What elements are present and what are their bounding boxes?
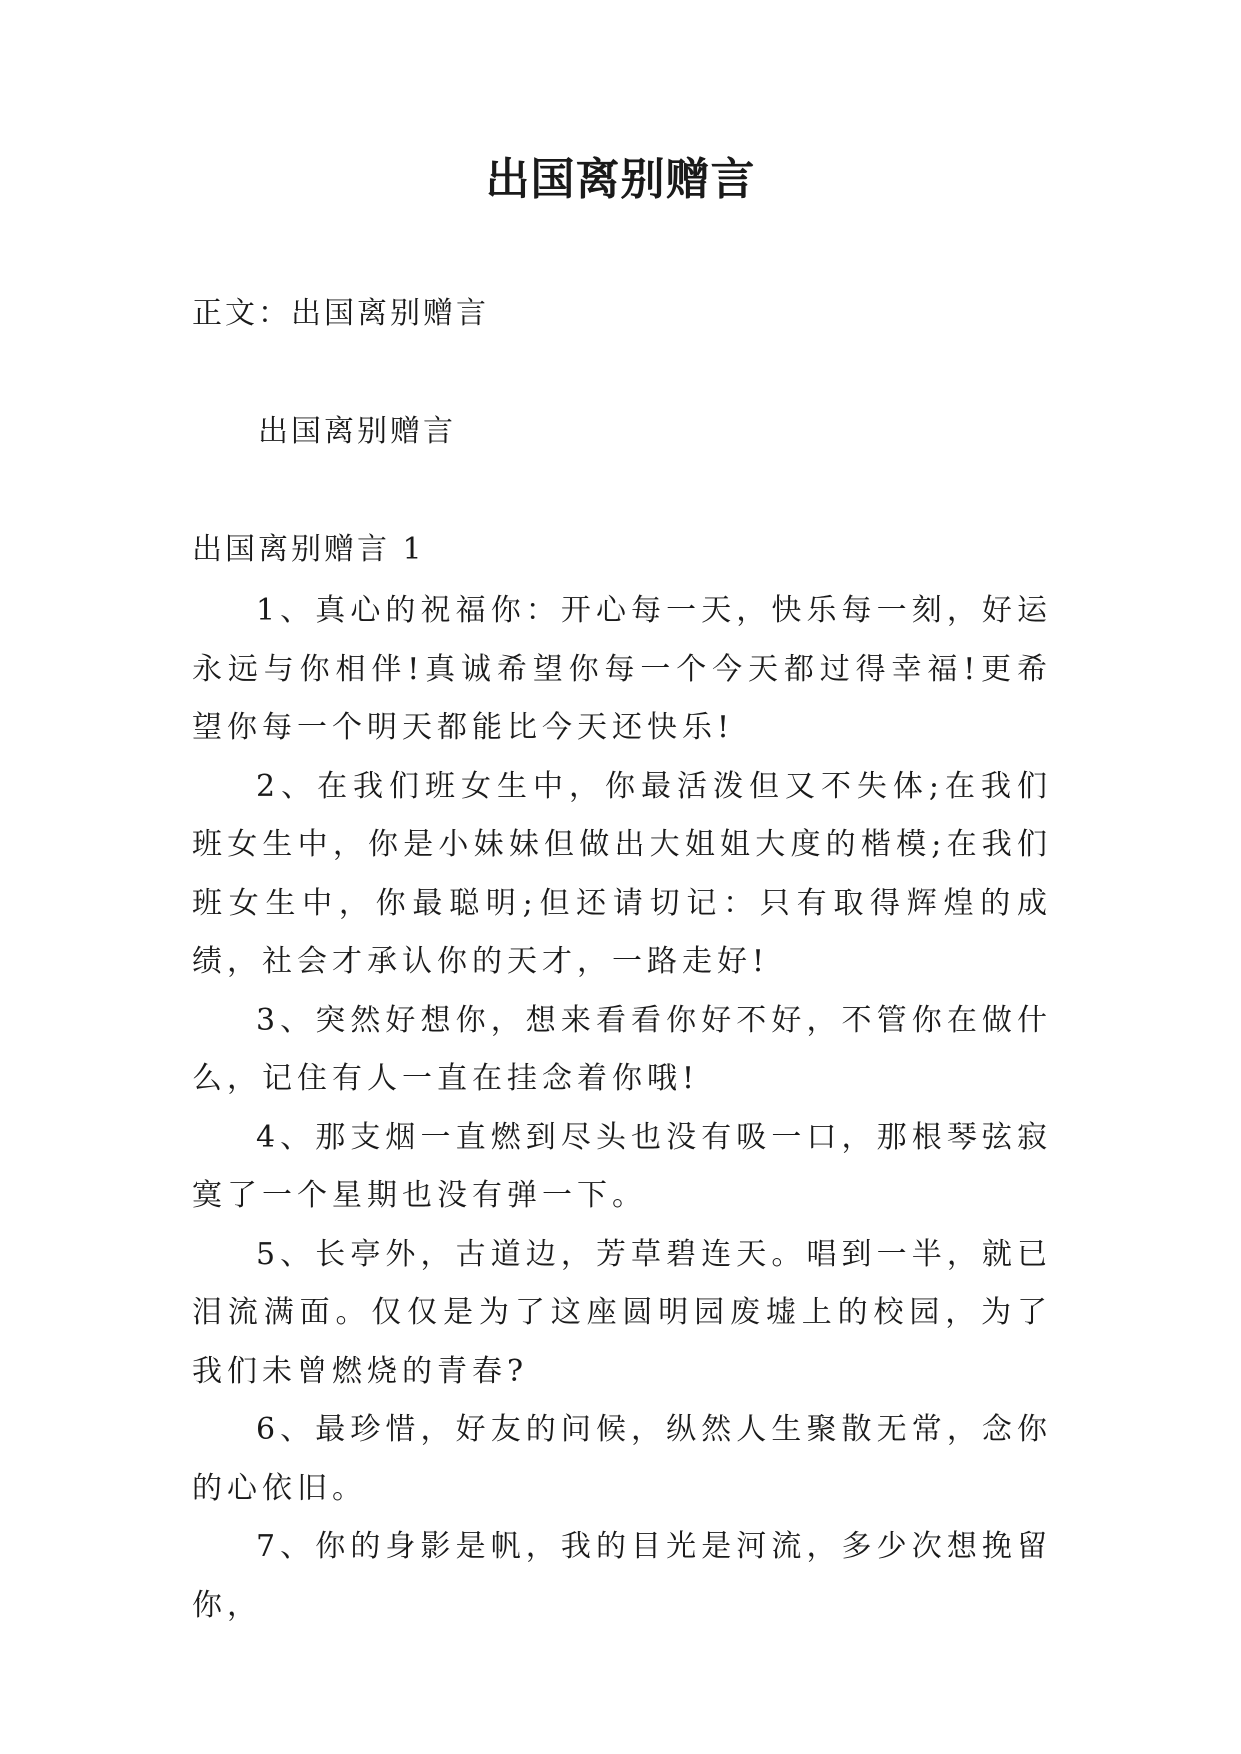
body-text xyxy=(192,582,1052,1635)
document-title: 出国离别赠言 xyxy=(485,154,756,205)
body-label-line: 正文：出国离别赠言 xyxy=(192,296,489,331)
paragraph-1: 1、真心的祝福你：开心每一天，快乐每一刻，好运永远与你相伴!真诚希望你每一个今天都过得幸福!更希望你每一个明天都能比今天还快乐! xyxy=(192,593,1052,745)
paragraph-3: 3、突然好想你，想来看看你好不好，不管你在做什么，记住有人一直在挂念着你哦! xyxy=(192,1002,1052,1096)
paragraph-4: 4、那支烟一直燃到尽头也没有吸一口，那根琴弦寂寞了一个星期也没有弹一下。 xyxy=(192,1119,1052,1213)
paragraph-7: 7、你的身影是帆，我的目光是河流，多少次想挽留你， xyxy=(192,1529,1052,1623)
paragraph-2: 2、在我们班女生中，你最活泼但又不失体;在我们班女生中，你是小妹妹但做出大姐姐大度的楷模;在我们班女生中，你最聪明;但还请切记：只有取得辉煌的成绩，社会才承认你的天才，一路走好! xyxy=(192,768,1052,979)
section-heading: 出国离别赠言 1 xyxy=(192,532,425,567)
paragraph-5: 5、长亭外，古道边，芳草碧连天。唱到一半，就已泪流满面。仅仅是为了这座圆明园废墟上的校园，为了我们未曾燃烧的青春? xyxy=(192,1236,1052,1389)
paragraph-6: 6、最珍惜，好友的问候，纵然人生聚散无常，念你的心依旧。 xyxy=(192,1412,1052,1506)
document-subtitle: 出国离别赠言 xyxy=(258,414,456,449)
